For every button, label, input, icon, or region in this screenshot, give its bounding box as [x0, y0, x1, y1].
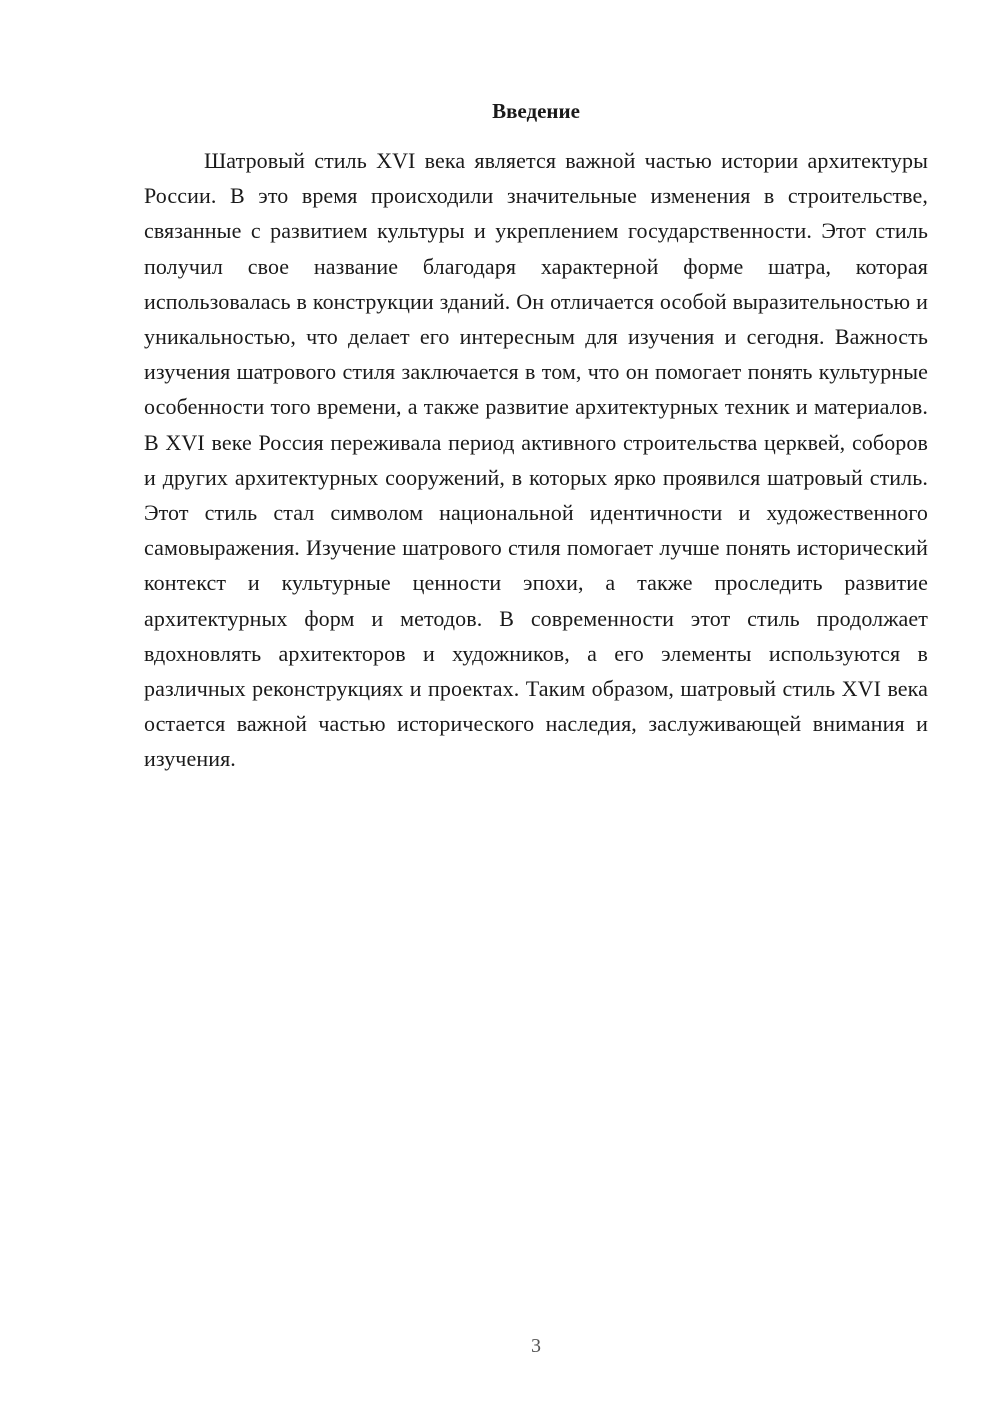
page-number: 3: [531, 1335, 541, 1357]
body-paragraph: Шатровый стиль XVI века является важной частью истории архитектуры России. В это время происходили значительные изменения в строительстве, связанные с развитием культуры и укреплением государственности. Этот стиль получил свое название благодаря характерной форме шатра, которая использовалась в конструкции зданий. Он отличается особой выразительностью и уникальностью, что делает его интересным для изучения и сегодня. Важность изучения шатрового стиля заключается в том, что он помогает понять культурные особенности того времени, а также развитие архитектурных техник и материалов. В XVI веке Россия переживала период активного строительства церквей, соборов и других архитектурных сооружений, в которых ярко проявился шатровый стиль. Этот стиль стал символом национальной идентичности и художественного самовыражения. Изучение шатрового стиля помогает лучше понять исторический контекст и культурные ценности эпохи, а также проследить развитие архитектурных форм и методов. В современности этот стиль продолжает вдохновлять архитекторов и художников, а его элементы используются в различных реконструкциях и проектах. Таким образом, шатровый стиль XVI века остается важной частью исторического наследия, заслуживающей внимания и изучения.: [144, 148, 928, 772]
section-heading: Введение: [492, 99, 580, 123]
